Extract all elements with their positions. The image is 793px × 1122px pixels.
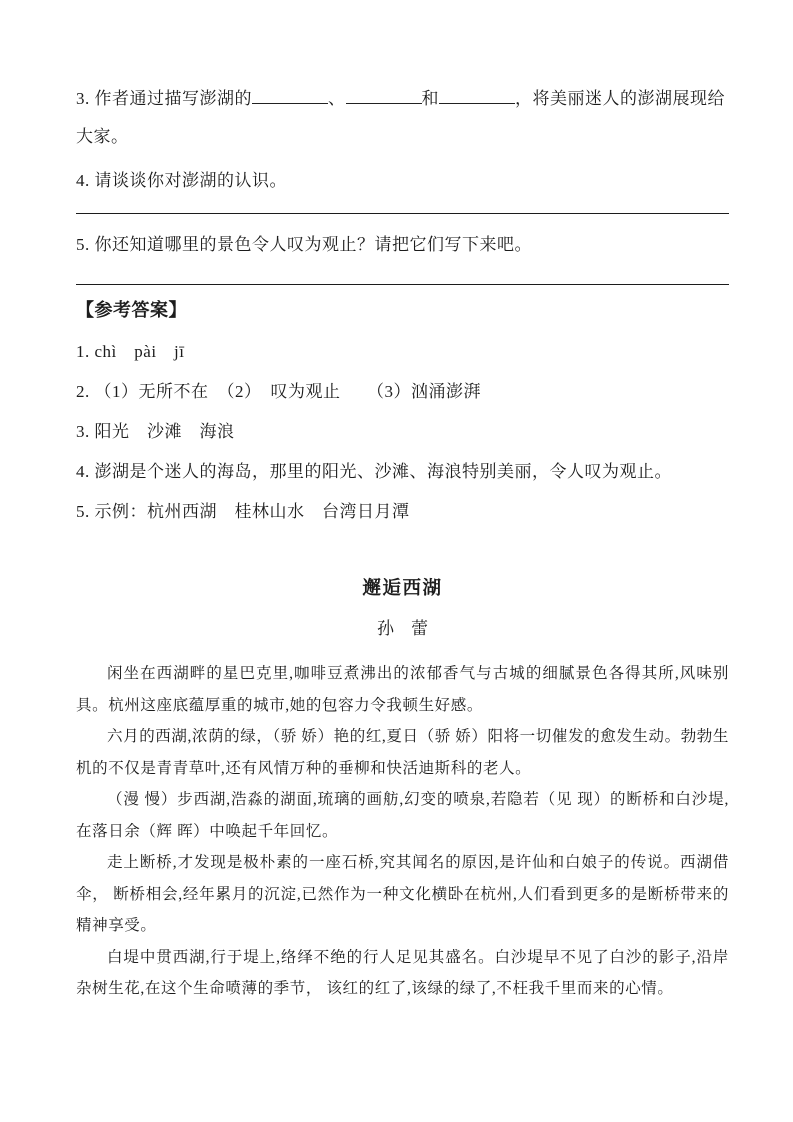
essay-paragraph-4: 走上断桥,才发现是极朴素的一座石桥,究其闻名的原因,是许仙和白娘子的传说。西湖借伞， 断桥相会,经年累月的沉淀,已然作为一种文化横卧在杭州,人们看到更多的是断桥带来的精神享受。	[76, 854, 729, 934]
essay-paragraph-3: （漫 慢）步西湖,浩淼的湖面,琉璃的画舫,幻变的喷泉,若隐若（见 现）的断桥和白沙堤,在落日余（辉 晖）中唤起千年回忆。	[76, 791, 729, 840]
essay-author: 孙 蕾	[377, 619, 428, 638]
question-4: 4. 请谈谈你对澎湖的认识。	[76, 171, 287, 190]
question-3	[76, 80, 729, 156]
question-3-blank-1	[252, 89, 328, 104]
question-3-conjunction: 和	[421, 89, 439, 108]
answer-line-question-4	[76, 213, 729, 214]
reference-answers-list	[76, 332, 729, 532]
question-3-blank-3	[439, 89, 515, 104]
essay-paragraph-1: 闲坐在西湖畔的星巴克里,咖啡豆煮沸出的浓郁香气与古城的细腻景色各得其所,风味别具。杭州这座底蕴厚重的城市,她的包容力令我顿生好感。	[76, 665, 729, 714]
essay-body	[76, 658, 729, 1005]
answer-item-1: 1. chì pài jī	[76, 342, 185, 361]
essay-paragraph-2: 六月的西湖,浓荫的绿，（骄 娇）艳的红,夏日（骄 娇）阳将一切催发的愈发生动。勃勃生机的不仅是青青草叶,还有风情万种的垂柳和快活迪斯科的老人。	[76, 728, 729, 777]
question-3-separator: 、	[328, 89, 346, 108]
question-3-blank-2	[346, 89, 422, 104]
question-3-suffix: ，将美丽迷人的澎湖展现给大家。	[76, 89, 725, 146]
essay-title: 邂逅西湖	[362, 579, 443, 599]
answer-item-4: 4. 澎湖是个迷人的海岛，那里的阳光、沙滩、海浪特别美丽，令人叹为观止。	[76, 462, 672, 481]
question-5: 5. 你还知道哪里的景色令人叹为观止？请把它们写下来吧。	[76, 235, 532, 254]
reference-answers-heading: 【参考答案】	[76, 300, 187, 320]
answer-item-2: 2. （1）无所不在 （2） 叹为观止 （3）汹涌澎湃	[76, 382, 481, 401]
question-3-prefix: 3. 作者通过描写澎湖的	[76, 89, 252, 108]
answer-item-5: 5. 示例：杭州西湖 桂林山水 台湾日月潭	[76, 502, 410, 521]
answer-item-3: 3. 阳光 沙滩 海浪	[76, 422, 235, 441]
answer-line-question-5	[76, 284, 729, 285]
essay-paragraph-5: 白堤中贯西湖,行于堤上,络绎不绝的行人足见其盛名。白沙堤早不见了白沙的影子,沿岸杂树生花,在这个生命喷薄的季节， 该红的红了,该绿的绿了,不枉我千里而来的心情。	[76, 948, 729, 997]
